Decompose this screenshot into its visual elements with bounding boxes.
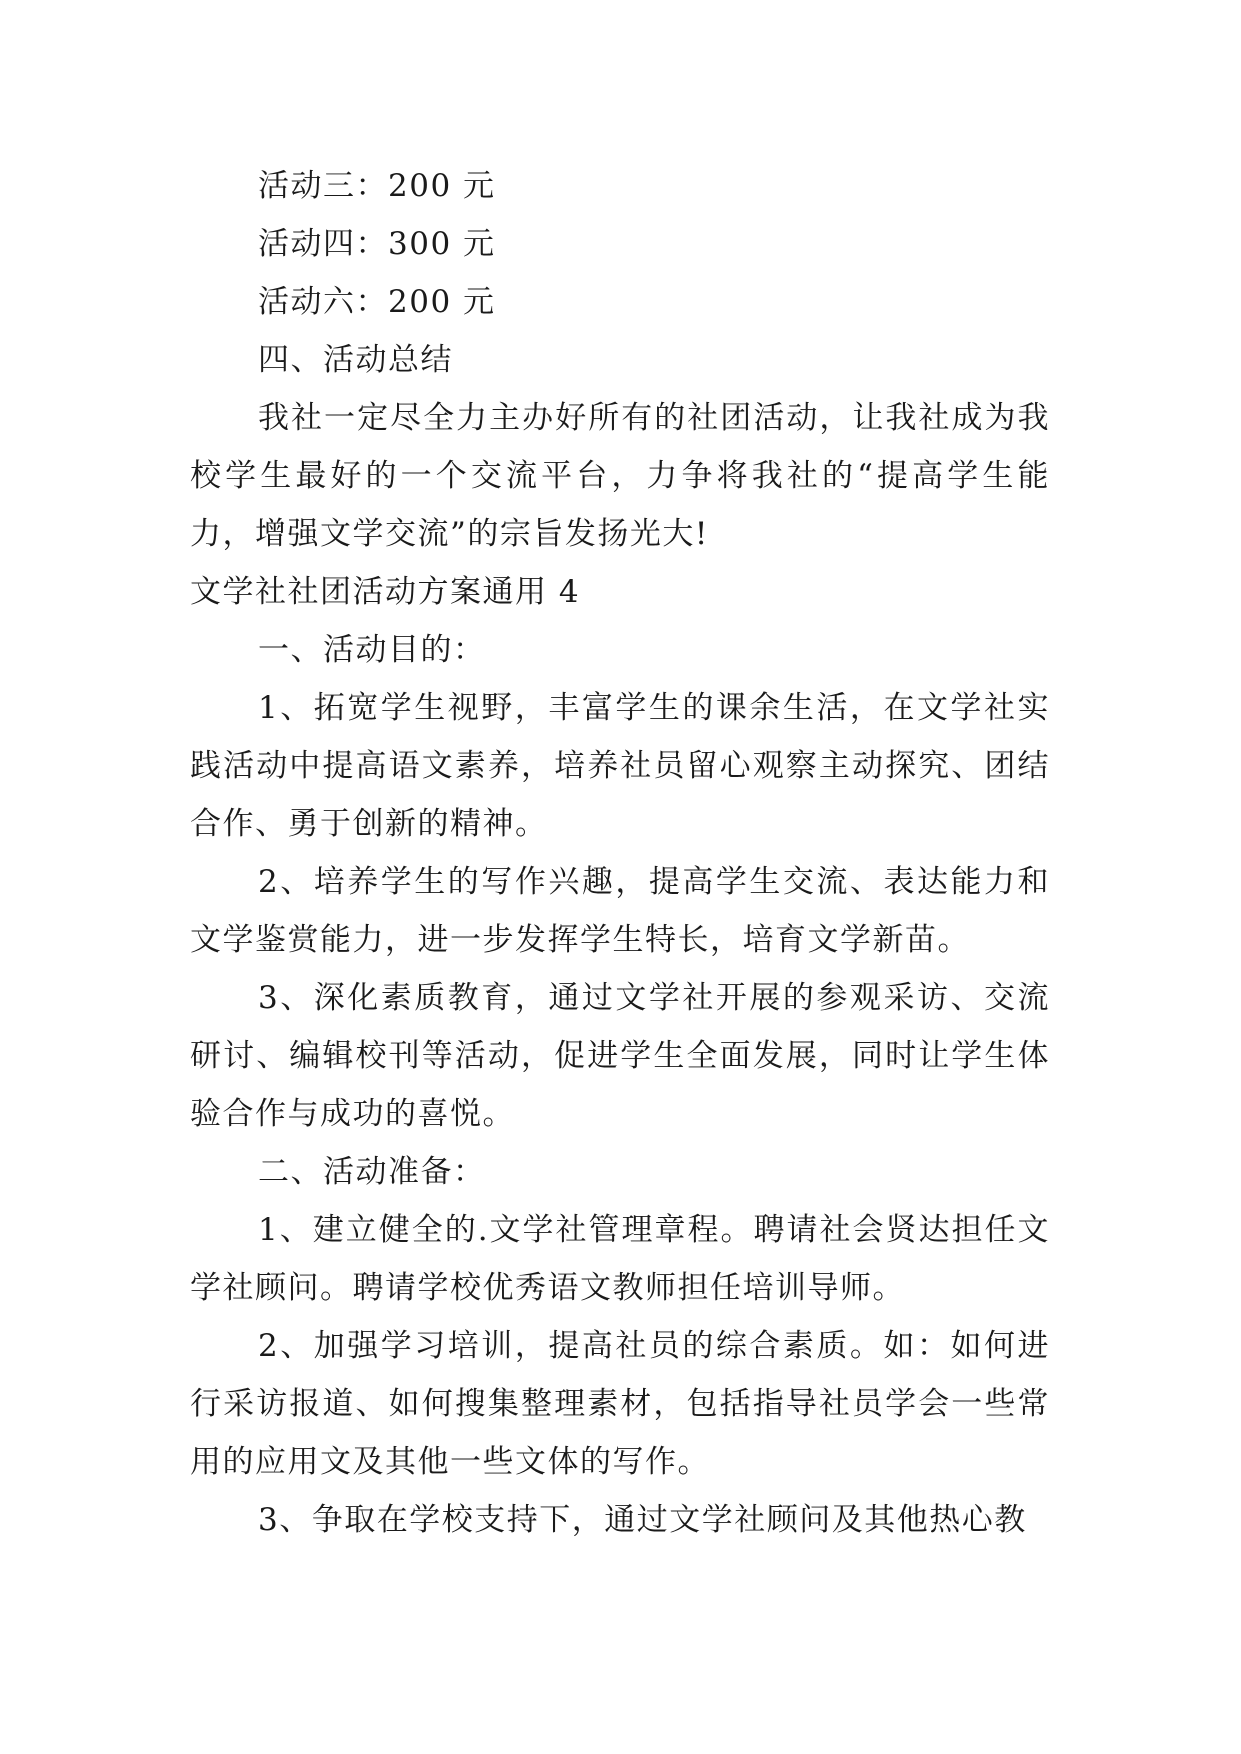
- prep-heading: 二、活动准备：: [258, 1154, 486, 1190]
- budget-line-activity-3: 活动三：200 元: [258, 168, 496, 204]
- budget-line-activity-6: 活动六：200 元: [258, 284, 496, 320]
- prep-item-1: 1、建立健全的.文学社管理章程。聘请社会贤达担任文学社顾问。聘请学校优秀语文教师担任培训导师。: [190, 1212, 1050, 1306]
- budget-line-activity-4: 活动四：300 元: [258, 226, 496, 262]
- summary-heading: 四、活动总结: [258, 342, 453, 378]
- summary-paragraph: 我社一定尽全力主办好所有的社团活动，让我社成为我校学生最好的一个交流平台，力争将我社的“提高学生能力，增强文学交流”的宗旨发扬光大!: [190, 400, 1050, 552]
- goal-item-3: 3、深化素质教育，通过文学社开展的参观采访、交流研讨、编辑校刊等活动，促进学生全面发展，同时让学生体验合作与成功的喜悦。: [190, 980, 1050, 1132]
- goal-item-1: 1、拓宽学生视野，丰富学生的课余生活，在文学社实践活动中提高语文素养，培养社员留心观察主动探究、团结合作、勇于创新的精神。: [190, 690, 1050, 842]
- goal-item-2: 2、培养学生的写作兴趣，提高学生交流、表达能力和文学鉴赏能力，进一步发挥学生特长，培育文学新苗。: [190, 864, 1050, 958]
- prep-item-3: 3、争取在学校支持下，通过文学社顾问及其他热心教: [258, 1502, 1027, 1538]
- section-title: 文学社社团活动方案通用 4: [190, 574, 581, 610]
- goal-heading: 一、活动目的：: [258, 632, 486, 668]
- prep-item-2: 2、加强学习培训，提高社员的综合素质。如：如何进行采访报道、如何搜集整理素材，包括指导社员学会一些常用的应用文及其他一些文体的写作。: [190, 1328, 1050, 1480]
